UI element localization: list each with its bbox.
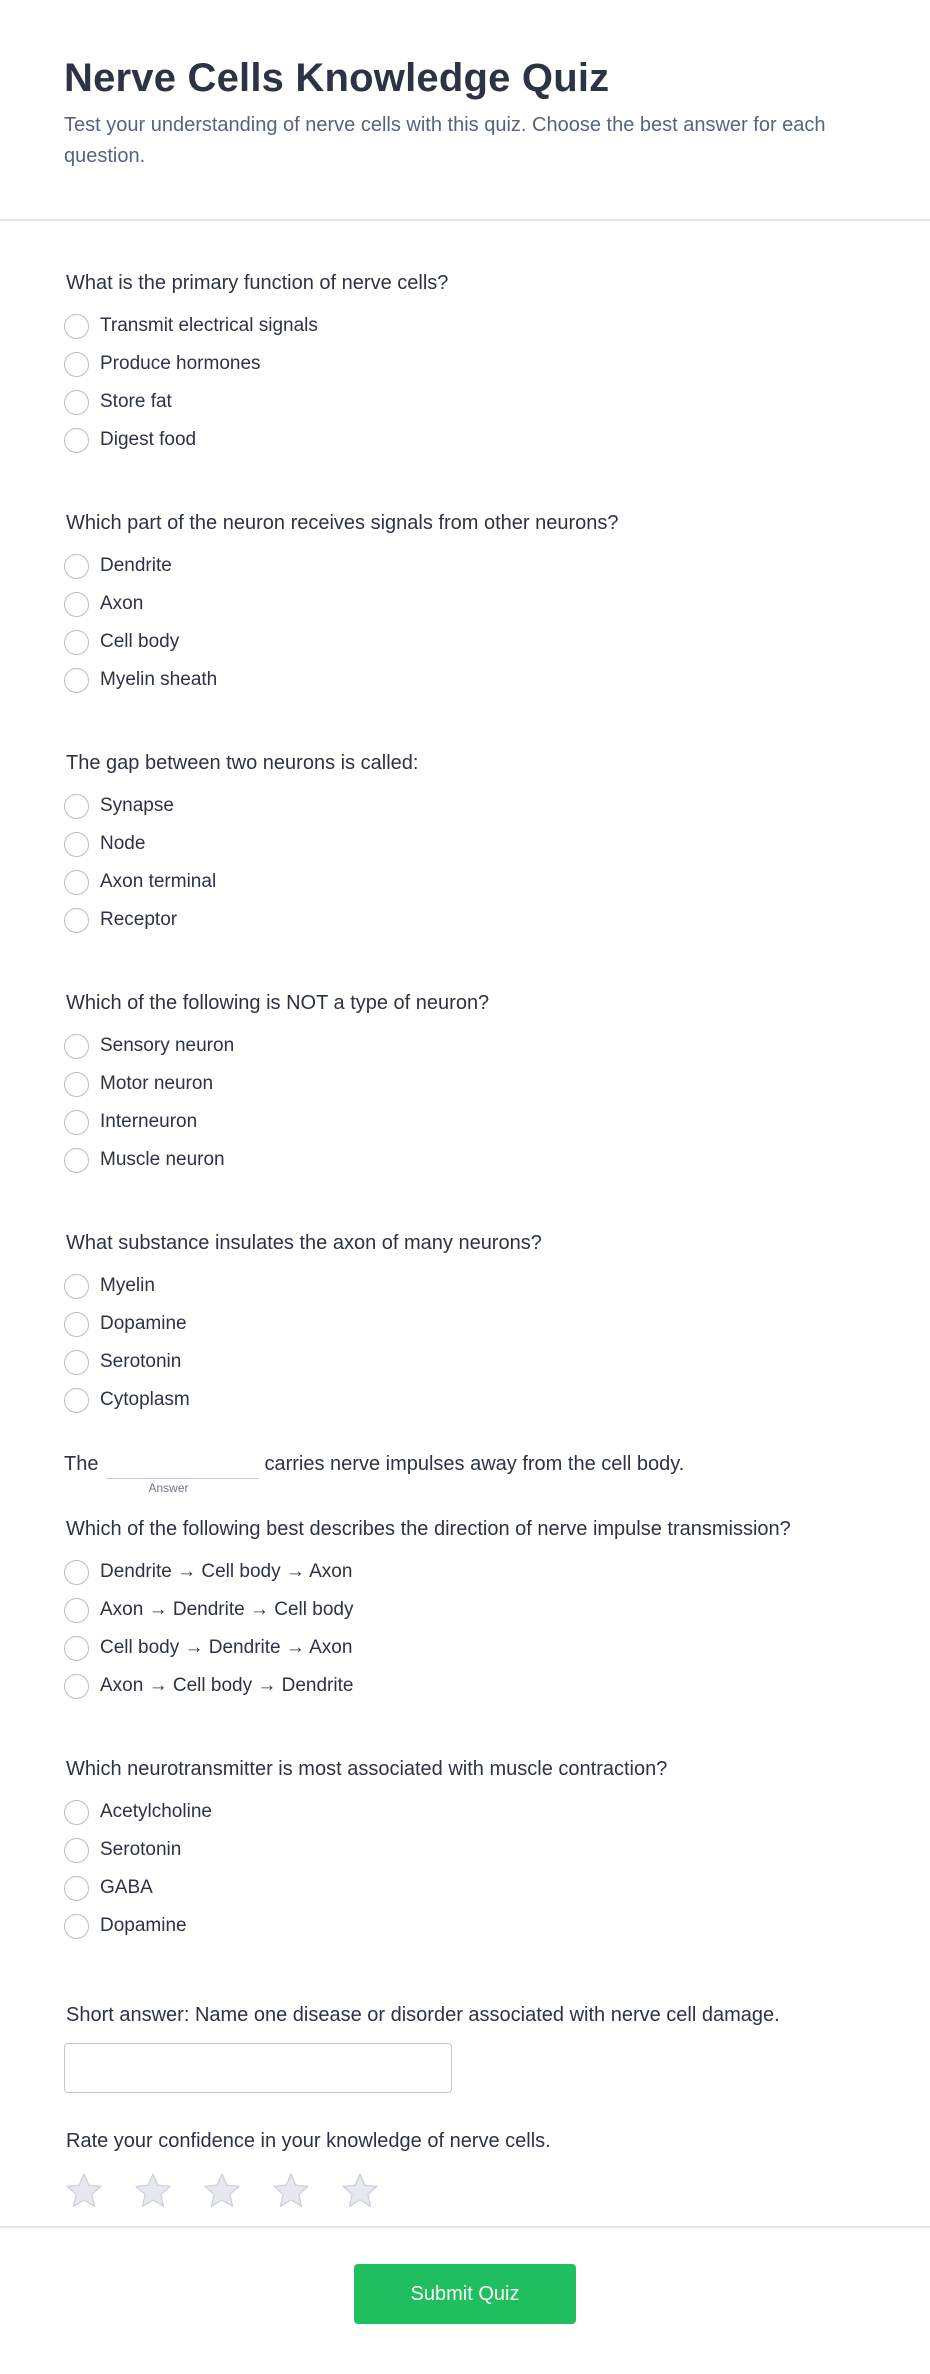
radio-option-label[interactable]: Produce hormones <box>100 353 261 374</box>
question-label: The gap between two neurons is called: <box>66 752 419 774</box>
radio-button[interactable] <box>64 794 89 819</box>
question-label: What is the primary function of nerve cells? <box>66 272 449 294</box>
fill-in-blank-input[interactable] <box>106 1453 258 1479</box>
question-label: Short answer: Name one disease or disorder associated with nerve cell damage. <box>66 2004 780 2026</box>
radio-button[interactable] <box>64 554 89 579</box>
fill-in-blank-prefix: The <box>64 1453 99 1475</box>
radio-option-label[interactable]: Dendrite <box>100 555 172 576</box>
page-title: Nerve Cells Knowledge Quiz <box>64 56 610 100</box>
radio-option-axon[interactable] <box>64 585 866 623</box>
radio-button[interactable] <box>64 870 89 895</box>
answer-options <box>64 1267 866 1419</box>
fill-in-blank-sublabel: Answer <box>148 1481 189 1495</box>
radio-option-dopamine[interactable] <box>64 1907 866 1945</box>
question-label: Which neurotransmitter is most associated with muscle contraction? <box>66 1758 668 1780</box>
radio-option-dopamine[interactable] <box>64 1305 866 1343</box>
submit-quiz-button[interactable]: Submit Quiz <box>354 2264 576 2324</box>
question-label: Which of the following is NOT a type of neuron? <box>66 992 490 1014</box>
radio-button[interactable] <box>64 314 89 339</box>
question-label: Which part of the neuron receives signals from other neurons? <box>66 512 619 534</box>
radio-option-cell-body-dendrite-axon[interactable] <box>64 1629 866 1667</box>
short-answer-question <box>64 2001 866 2093</box>
radio-option-serotonin[interactable] <box>64 1343 866 1381</box>
radio-button[interactable] <box>64 1560 89 1585</box>
radio-option-label[interactable]: Synapse <box>100 795 174 816</box>
answer-options <box>64 547 866 699</box>
radio-option-label[interactable]: Myelin <box>100 1275 155 1296</box>
radio-button[interactable] <box>64 352 89 377</box>
radio-option-produce-hormones[interactable] <box>64 345 866 383</box>
radio-option-label[interactable]: Store fat <box>100 391 172 412</box>
radio-option-label[interactable]: Motor neuron <box>100 1073 214 1094</box>
page-subtitle: Test your understanding of nerve cells with this quiz. Choose the best answer for each question. <box>64 114 826 167</box>
radio-button[interactable] <box>64 1838 89 1863</box>
radio-option-store-fat[interactable] <box>64 383 866 421</box>
radio-option-myelin[interactable] <box>64 1267 866 1305</box>
question-block <box>64 509 866 699</box>
radio-button[interactable] <box>64 1800 89 1825</box>
radio-button[interactable] <box>64 832 89 857</box>
radio-button[interactable] <box>64 1388 89 1413</box>
radio-option-label[interactable]: Cell body <box>100 631 180 652</box>
star-icon[interactable] <box>133 2171 173 2211</box>
radio-option-label[interactable]: Receptor <box>100 909 178 930</box>
radio-button[interactable] <box>64 1148 89 1173</box>
radio-option-digest-food[interactable] <box>64 421 866 459</box>
radio-option-label[interactable]: Axon → Cell body → Dendrite <box>100 1675 354 1696</box>
question-block <box>64 1515 866 1705</box>
question-label: Which of the following best describes the direction of nerve impulse transmission? <box>66 1518 791 1540</box>
radio-option-axon-cell-body-dendrite[interactable] <box>64 1667 866 1705</box>
radio-option-receptor[interactable] <box>64 901 866 939</box>
radio-option-acetylcholine[interactable] <box>64 1793 866 1831</box>
radio-option-label[interactable]: Muscle neuron <box>100 1149 225 1170</box>
answer-options <box>64 1553 866 1705</box>
short-answer-input[interactable] <box>64 2043 452 2093</box>
radio-button[interactable] <box>64 1636 89 1661</box>
radio-option-label[interactable]: GABA <box>100 1877 153 1898</box>
radio-option-axon-dendrite-cell-body[interactable] <box>64 1591 866 1629</box>
radio-option-label[interactable]: Dopamine <box>100 1915 187 1936</box>
radio-option-interneuron[interactable] <box>64 1103 866 1141</box>
radio-button[interactable] <box>64 1072 89 1097</box>
question-block <box>64 749 866 939</box>
radio-option-node[interactable] <box>64 825 866 863</box>
fill-in-blank-suffix: carries nerve impulses away from the cell body. <box>264 1453 685 1475</box>
radio-button[interactable] <box>64 1110 89 1135</box>
question-list <box>64 269 866 1419</box>
radio-option-myelin-sheath[interactable] <box>64 661 866 699</box>
radio-option-label[interactable]: Dopamine <box>100 1313 187 1334</box>
question-list-2 <box>64 1515 866 1945</box>
radio-button[interactable] <box>64 1350 89 1375</box>
radio-option-label[interactable]: Axon <box>100 593 144 614</box>
radio-option-muscle-neuron[interactable] <box>64 1141 866 1179</box>
radio-option-label[interactable]: Acetylcholine <box>100 1801 212 1822</box>
radio-button[interactable] <box>64 1674 89 1699</box>
question-block <box>64 1755 866 1945</box>
star-icon[interactable] <box>64 2171 104 2211</box>
radio-button[interactable] <box>64 592 89 617</box>
fill-in-blank-field[interactable] <box>106 1453 258 1495</box>
radio-option-label[interactable]: Cell body → Dendrite → Axon <box>100 1637 353 1658</box>
radio-option-label[interactable]: Sensory neuron <box>100 1035 235 1056</box>
radio-button[interactable] <box>64 1312 89 1337</box>
answer-options <box>64 1027 866 1179</box>
radio-option-sensory-neuron[interactable] <box>64 1027 866 1065</box>
radio-button[interactable] <box>64 1274 89 1299</box>
radio-option-label[interactable]: Node <box>100 833 146 854</box>
question-block <box>64 989 866 1179</box>
radio-option-label[interactable]: Serotonin <box>100 1839 182 1860</box>
radio-option-label[interactable]: Cytoplasm <box>100 1389 190 1410</box>
question-block <box>64 269 866 459</box>
radio-button[interactable] <box>64 428 89 453</box>
quiz-footer <box>0 2226 930 2374</box>
radio-option-label[interactable]: Serotonin <box>100 1351 182 1372</box>
radio-option-gaba[interactable] <box>64 1869 866 1907</box>
radio-option-transmit-electrical-signals[interactable] <box>64 307 866 345</box>
quiz-body <box>0 221 930 2226</box>
radio-option-dendrite-cell-body-axon[interactable] <box>64 1553 866 1591</box>
radio-option-label[interactable]: Axon terminal <box>100 871 217 892</box>
star-icon[interactable] <box>340 2171 380 2211</box>
answer-options <box>64 307 866 459</box>
answer-options <box>64 787 866 939</box>
answer-options <box>64 1793 866 1945</box>
radio-option-motor-neuron[interactable] <box>64 1065 866 1103</box>
radio-option-cell-body[interactable] <box>64 623 866 661</box>
radio-button[interactable] <box>64 1034 89 1059</box>
radio-option-axon-terminal[interactable] <box>64 863 866 901</box>
quiz-header <box>0 0 930 221</box>
radio-button[interactable] <box>64 630 89 655</box>
radio-option-cytoplasm[interactable] <box>64 1381 866 1419</box>
rating-question <box>64 2127 866 2211</box>
fill-in-blank-question <box>64 1453 866 1495</box>
radio-option-label[interactable]: Transmit electrical signals <box>100 315 318 336</box>
question-label: What substance insulates the axon of many neurons? <box>66 1232 542 1254</box>
star-icon[interactable] <box>271 2171 311 2211</box>
radio-button[interactable] <box>64 1876 89 1901</box>
radio-button[interactable] <box>64 908 89 933</box>
question-label: Rate your confidence in your knowledge of nerve cells. <box>66 2130 551 2152</box>
radio-button[interactable] <box>64 1598 89 1623</box>
question-block <box>64 1229 866 1419</box>
radio-option-label[interactable]: Interneuron <box>100 1111 198 1132</box>
radio-option-label[interactable]: Dendrite → Cell body → Axon <box>100 1561 353 1582</box>
radio-option-label[interactable]: Digest food <box>100 429 197 450</box>
radio-option-label[interactable]: Myelin sheath <box>100 669 218 690</box>
radio-option-dendrite[interactable] <box>64 547 866 585</box>
radio-option-serotonin[interactable] <box>64 1831 866 1869</box>
radio-button[interactable] <box>64 390 89 415</box>
radio-option-synapse[interactable] <box>64 787 866 825</box>
radio-button[interactable] <box>64 1914 89 1939</box>
radio-button[interactable] <box>64 668 89 693</box>
star-rating <box>64 2171 866 2211</box>
star-icon[interactable] <box>202 2171 242 2211</box>
radio-option-label[interactable]: Axon → Dendrite → Cell body <box>100 1599 354 1620</box>
